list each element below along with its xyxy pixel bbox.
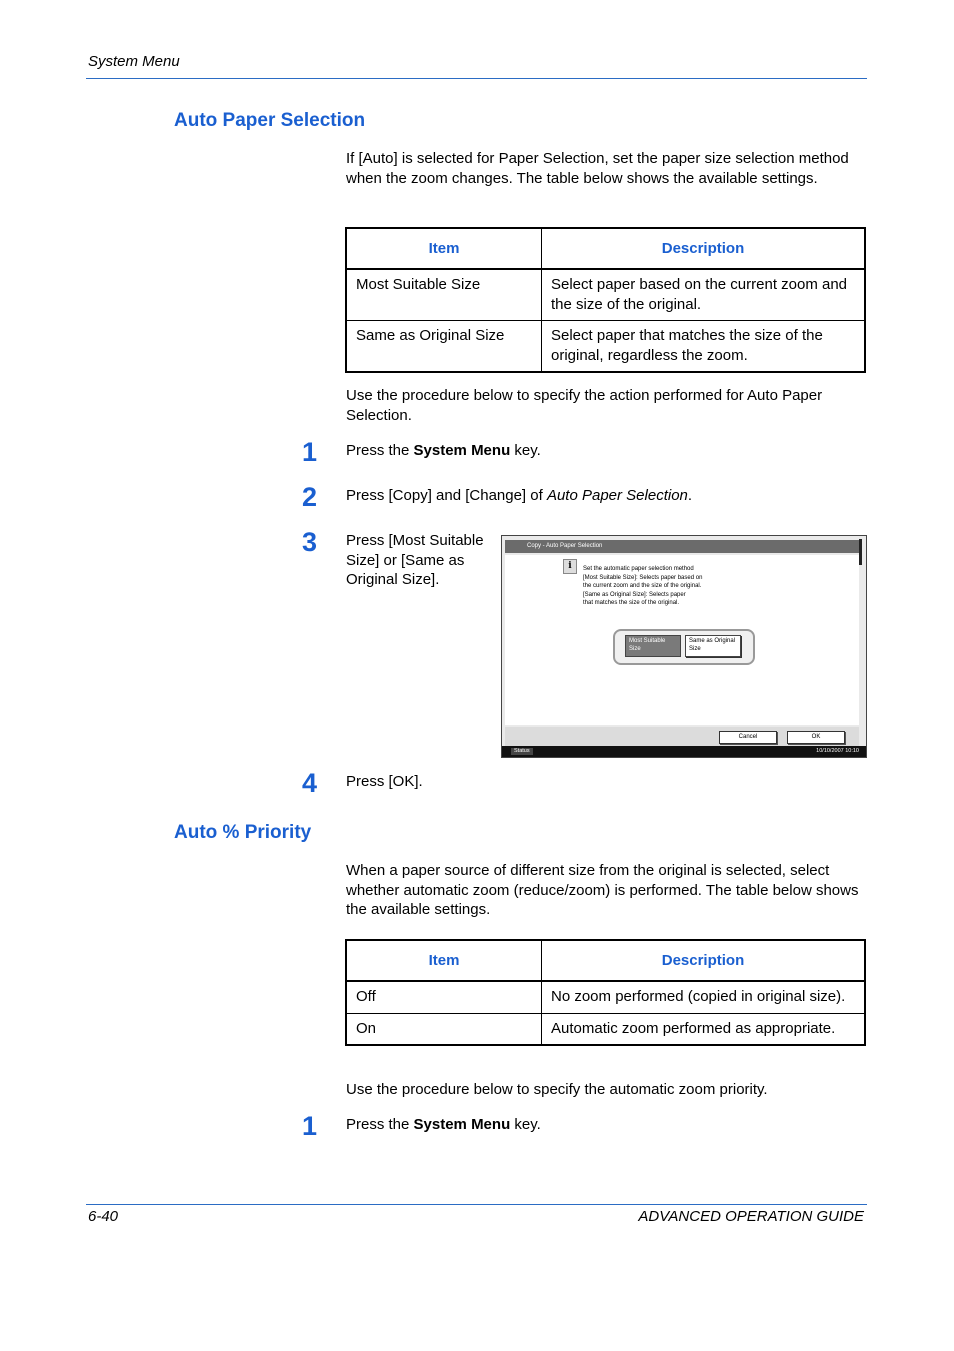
guide-title: ADVANCED OPERATION GUIDE [638,1208,864,1225]
status-datetime: 10/10/2007 10:10 [816,748,859,754]
screen-title: Copy - Auto Paper Selection [527,543,603,549]
footer-rule [86,1204,867,1205]
message-line: that matches the size of the original. [583,600,680,607]
step-text-post: . [687,487,693,504]
step-text: Press [Most Suitable Size] or [Same as Original Size]. [346,532,484,588]
auto-percent-priority-table [345,939,866,1046]
status-button[interactable]: Status [511,748,533,755]
cancel-button[interactable]: Cancel [719,731,777,744]
screen-scrollbar [859,539,862,565]
screen-title-bar [505,540,861,553]
message-line: [Most Suitable Size]: Selects paper based on [583,574,703,581]
message-line: [Same as Original Size]: Selects paper [583,591,686,598]
table-header-row [346,228,865,269]
step-number: 3 [302,527,318,557]
table-cell-item: Same as Original Size [346,321,542,373]
paper-selection-option-group [613,629,755,665]
step-text-pre: Press [Copy] and [Change] of [346,487,547,504]
header-rule [86,78,867,79]
table-cell-description: Select paper that matches the size of the original, regardless the zoom. [542,321,866,373]
step-text [346,1115,541,1135]
table-cell-item: On [346,1013,542,1045]
screen-status-bar [502,746,866,757]
table-header-item: Item [346,228,542,269]
section2-intro: When a paper source of different size from the original is selected, select whether automatic zoom (reduce/zoom) is performed. The table below shows the available settings. [346,862,859,918]
step-text-pre: Press the [346,442,414,459]
step-text-post: key. [510,1116,541,1133]
page-number: 6-40 [88,1208,119,1225]
table-header-item: Item [346,940,542,981]
table-row [346,321,865,373]
step-key-name: System Menu [413,442,511,459]
step-number: 1 [302,437,318,467]
table-header-description: Description [542,228,866,269]
screen-button-bar [505,727,859,746]
step-setting-name: Auto Paper Selection [546,487,688,504]
table-cell-description: Automatic zoom performed as appropriate. [542,1013,866,1045]
table-row [346,981,865,1013]
table-header-description: Description [542,940,866,981]
table-cell-item: Most Suitable Size [346,269,542,321]
screen-message [583,565,783,608]
table-cell-description: Select paper based on the current zoom and the size of the original. [542,269,866,321]
step-number: 2 [302,482,318,512]
message-line: Set the automatic paper selection method [583,566,694,572]
section-title-auto-percent-priority: Auto % Priority [174,822,312,843]
table-cell-description: No zoom performed (copied in original size). [542,981,866,1013]
step-text-pre: Press the [346,1116,414,1133]
table-row [346,1013,865,1045]
most-suitable-size-button[interactable]: Most Suitable Size [625,635,681,657]
same-as-original-size-button[interactable]: Same as Original Size [685,635,741,657]
step-number: 4 [302,768,318,798]
screen-body [505,555,859,725]
ok-button[interactable]: OK [787,731,845,744]
running-header: System Menu [88,53,180,70]
info-icon: i [563,559,577,574]
step-text [346,486,692,506]
table-header-row [346,940,865,981]
table-cell-item: Off [346,981,542,1013]
auto-paper-selection-table [345,227,866,373]
message-line: the current zoom and the size of the original. [583,583,702,590]
section1-procedure-intro: Use the procedure below to specify the action performed for Auto Paper Selection. [346,387,823,424]
step-text-post: key. [510,442,541,459]
step-text: Press [OK]. [346,773,423,790]
section1-intro: If [Auto] is selected for Paper Selection, set the paper size selection method when the zoom changes. The table below shows the available settings. [346,150,849,187]
table-row [346,269,865,321]
step-number: 1 [302,1111,318,1141]
operation-panel-screen [501,535,867,758]
step-text [346,441,541,461]
section2-procedure-intro: Use the procedure below to specify the automatic zoom priority. [346,1081,768,1098]
step-key-name: System Menu [413,1116,511,1133]
section-title-auto-paper-selection: Auto Paper Selection [174,110,366,131]
